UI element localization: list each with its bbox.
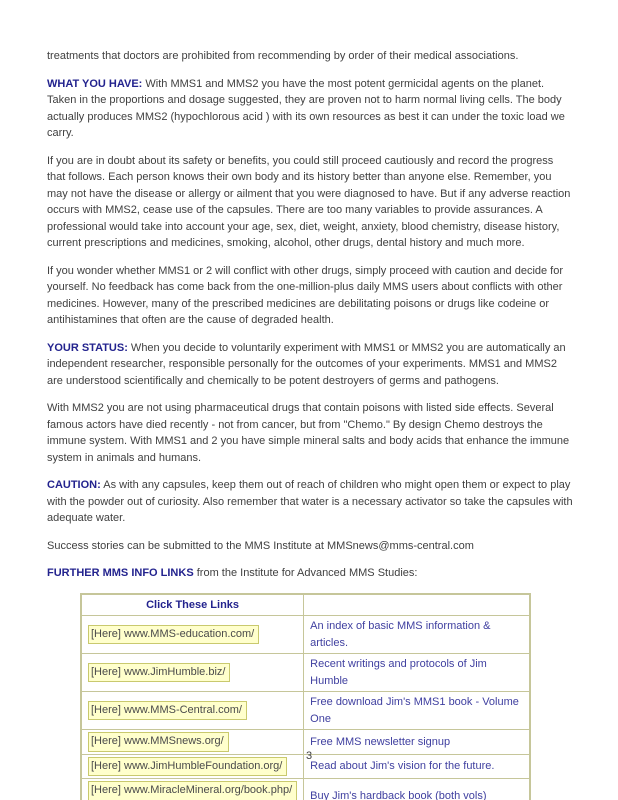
link-mms-central[interactable]: [Here] www.MMS-Central.com/ [88, 701, 247, 721]
link-miraclemineral-book[interactable]: [Here] www.MiracleMineral.org/book.php/ [88, 781, 297, 800]
paragraph-drug-conflicts: If you wonder whether MMS1 or 2 will conflict with other drugs, simply proceed with caution and decide for yourself. No feedback has come back from the one-million-plus daily MMS users about conflicts with other medicines. However, many of the prescribed medicines are debilitating poisons or drugs like codeine or antihistamines that often are the cause of degraded health. [47, 264, 564, 326]
link-cell [81, 779, 304, 800]
page-number: 3 [305, 750, 313, 762]
link-cell [81, 616, 304, 654]
table-row [81, 779, 530, 800]
paragraph-pharmaceutical: With MMS2 you are not using pharmaceutical drugs that contain poisons with listed side effects. Several famous actors have died recently - not from cancer, but from "Chemo." By design Chemo destroys the immune system. With MMS1 and 2 you have simple mineral salts and body acids that enhance the immune system in animals and humans. [47, 402, 570, 464]
document-body [47, 48, 574, 800]
description-cell [304, 616, 530, 654]
heading-caution: CAUTION: [47, 479, 101, 491]
paragraph-caution-text: As with any capsules, keep them out of reach of children who might open them or expect to play with the powder out of curiosity. Also remember that water is a necessary activator so take the capsules with adequate water. [47, 479, 573, 524]
heading-your-status: YOUR STATUS: [47, 341, 128, 354]
link-jimhumble-foundation[interactable]: [Here] www.JimHumbleFoundation.org/ [88, 757, 287, 777]
link-description[interactable]: Free download Jim's MMS1 book - Volume One [310, 696, 519, 725]
mms-links-table [80, 593, 531, 800]
paragraph-your-status-text: When you decide to voluntarily experiment with MMS1 or MMS2 you are automatically an independent researcher, responsible personally for the outcomes of your experiments. MMS1 and MMS2 are understood scientifically and chemically to be potent destroyers of germs and pathogens. [47, 341, 566, 387]
paragraph-what-you-have [47, 76, 574, 142]
table-row [81, 692, 530, 730]
table-row [81, 616, 530, 654]
link-jimhumble-biz[interactable]: [Here] www.JimHumble.biz/ [88, 663, 230, 683]
link-mmsnews[interactable]: [Here] www.MMSnews.org/ [88, 732, 229, 752]
table-header-empty-cell [304, 594, 530, 616]
link-description[interactable]: Buy Jim's hardback book (both vols) [310, 790, 487, 800]
paragraph-doubt-safety: If you are in doubt about its safety or benefits, you could still proceed cautiously and record the progress that follows. Each person knows their own body and its history better than anyone else. Remember, you may not have the disease or allergy or ailment that you were diagnosed to have. But if any adverse reaction occurs with MMS2, cease use of the capsules. There are too many variables to provide assurances. A professional would take into account your age, sex, diet, weight, anxiety, blood chemistry, disease history, current prescriptions and medicines, smoking, alcohol, other drugs, dental history and much more. [47, 154, 571, 249]
paragraph-your-status [47, 340, 574, 390]
table-header-label: Click These Links [146, 598, 240, 611]
description-cell [304, 779, 530, 800]
description-cell [304, 654, 530, 692]
paragraph-what-you-have-text: With MMS1 and MMS2 you have the most potent germicidal agents on the planet. Taken in the proportions and dosage suggested, they are proven not to harm normal living cells. The body actually produces MMS2 (hypochlorous acid ) with its own resources as best it can under the toxic load we carry. [47, 77, 565, 139]
link-description[interactable]: Free MMS newsletter signup [310, 735, 451, 748]
link-mms-education[interactable]: [Here] www.MMS-education.com/ [88, 625, 259, 645]
link-description[interactable]: Read about Jim's vision for the future. [310, 760, 495, 772]
link-cell [81, 654, 304, 692]
table-row [81, 654, 530, 692]
table-header-cell [81, 594, 304, 616]
paragraph-caution [47, 477, 574, 527]
heading-further-mms-info-links: FURTHER MMS INFO LINKS [47, 567, 194, 579]
link-description[interactable]: Recent writings and protocols of Jim Humble [310, 658, 487, 687]
description-cell [304, 692, 530, 730]
link-cell [81, 692, 304, 730]
table-header-row [81, 594, 530, 616]
paragraph-further-links [47, 565, 574, 582]
paragraph-continuation: treatments that doctors are prohibited from recommending by order of their medical associations. [47, 50, 519, 62]
paragraph-further-links-text: from the Institute for Advanced MMS Studies: [193, 567, 418, 579]
heading-what-you-have: WHAT YOU HAVE: [47, 77, 143, 90]
paragraph-success-stories: Success stories can be submitted to the MMS Institute at MMSnews@mms-central.com [47, 539, 474, 552]
link-description[interactable]: An index of basic MMS information & articles. [310, 620, 491, 649]
